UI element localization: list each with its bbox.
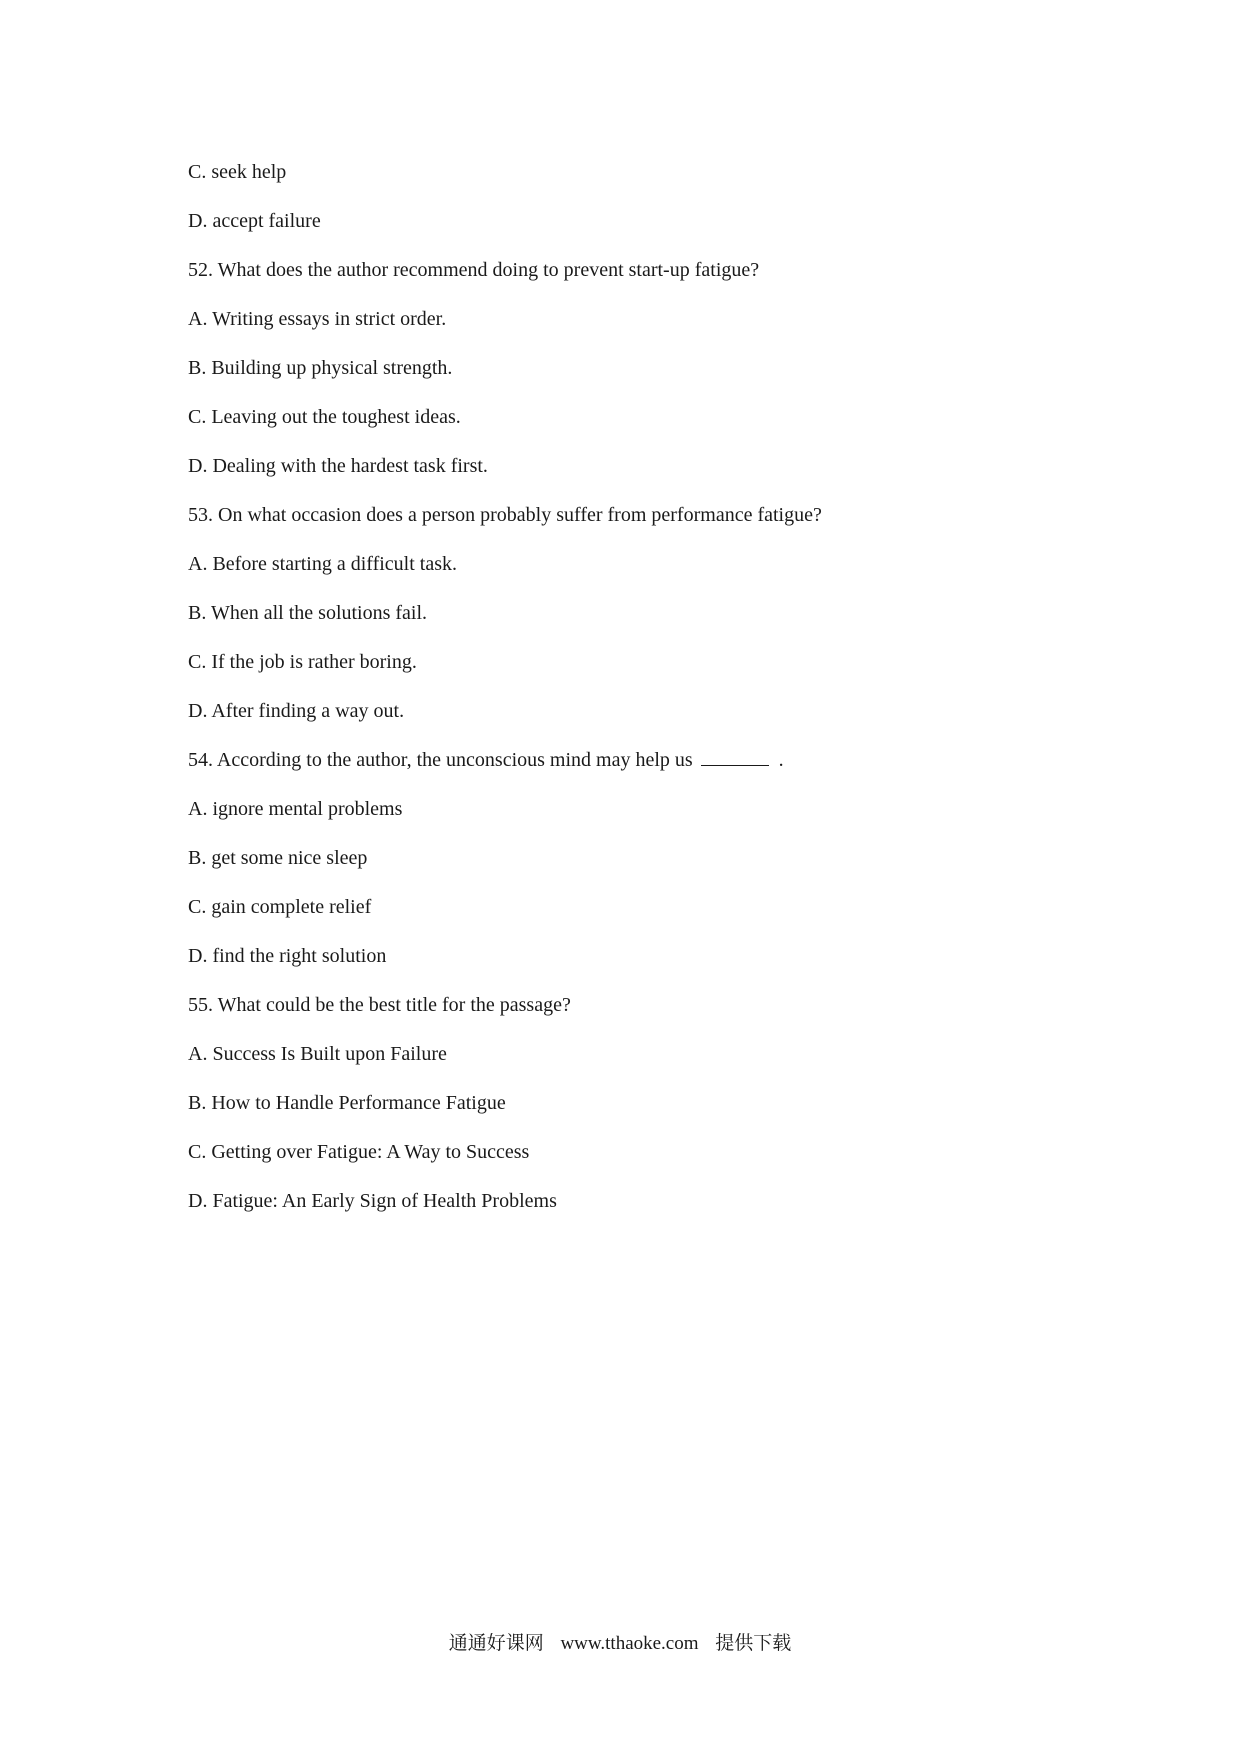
option-54-c	[188, 895, 1088, 919]
line-text: C. If the job is rather boring.	[188, 651, 417, 673]
line-text: A. Before starting a difficult task.	[188, 553, 458, 575]
line-text: D. Fatigue: An Early Sign of Health Problems	[188, 1190, 557, 1212]
option-52-a	[188, 307, 1088, 331]
line-text: C. seek help	[188, 161, 287, 183]
line-text: D. find the right solution	[188, 945, 387, 967]
question-55	[188, 993, 1088, 1017]
line-text: D. After finding a way out.	[188, 700, 405, 722]
question-54	[188, 748, 1088, 772]
option-55-b	[188, 1091, 1088, 1115]
option-53-c	[188, 650, 1088, 674]
option-51-c	[188, 160, 1088, 184]
option-52-b	[188, 356, 1088, 380]
line-text: D. Dealing with the hardest task first.	[188, 455, 488, 477]
option-51-d	[188, 209, 1088, 233]
line-text: C. gain complete relief	[188, 896, 372, 918]
option-53-a	[188, 552, 1088, 576]
line-text: 53. On what occasion does a person probably suffer from performance fatigue?	[188, 504, 822, 526]
footer-site-name: 通通好课网	[448, 1633, 544, 1654]
line-text: A. ignore mental problems	[188, 798, 403, 820]
option-55-a	[188, 1042, 1088, 1066]
line-text: A. Success Is Built upon Failure	[188, 1043, 447, 1065]
option-53-d	[188, 699, 1088, 723]
line-text: B. When all the solutions fail.	[188, 602, 428, 624]
line-text: B. get some nice sleep	[188, 847, 368, 869]
answer-blank	[701, 751, 769, 766]
question-53	[188, 503, 1088, 527]
line-text: 52. What does the author recommend doing to prevent start-up fatigue?	[188, 259, 760, 281]
option-54-d	[188, 944, 1088, 968]
question-list	[188, 160, 1088, 1238]
option-52-d	[188, 454, 1088, 478]
option-52-c	[188, 405, 1088, 429]
footer-note: 提供下载	[715, 1633, 792, 1654]
line-text: C. Getting over Fatigue: A Way to Success	[188, 1141, 530, 1163]
question-52	[188, 258, 1088, 282]
line-text: C. Leaving out the toughest ideas.	[188, 406, 461, 428]
line-text: B. How to Handle Performance Fatigue	[188, 1092, 506, 1114]
option-55-c	[188, 1140, 1088, 1164]
option-53-b	[188, 601, 1088, 625]
footer-url: www.tthaoke.com	[560, 1633, 699, 1654]
line-text: 54. According to the author, the unconscious mind may help us	[188, 749, 693, 771]
line-text: A. Writing essays in strict order.	[188, 308, 447, 330]
line-text: D. accept failure	[188, 210, 321, 232]
option-54-a	[188, 797, 1088, 821]
option-55-d	[188, 1189, 1088, 1213]
option-54-b	[188, 846, 1088, 870]
line-text: B. Building up physical strength.	[188, 357, 453, 379]
page-footer	[0, 1632, 1240, 1656]
line-suffix: .	[778, 749, 784, 771]
line-text: 55. What could be the best title for the passage?	[188, 994, 571, 1016]
